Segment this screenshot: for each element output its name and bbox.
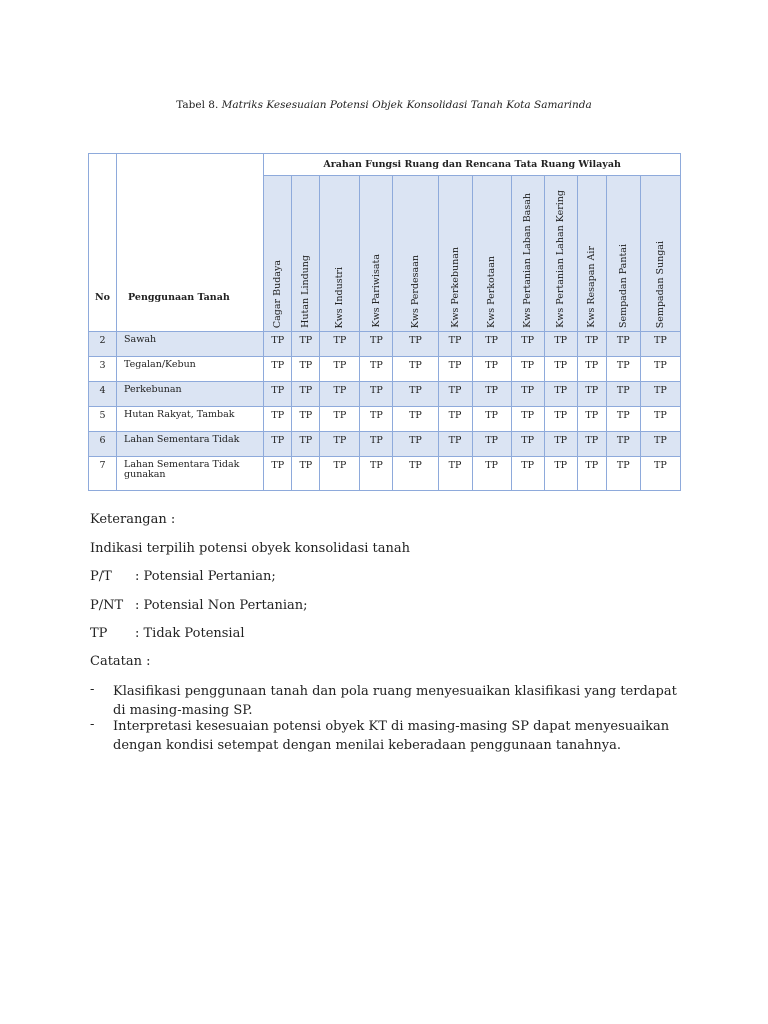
column-label: Sempadan Sungai <box>654 240 666 328</box>
row-land-use: Tegalan/Kebun <box>117 357 264 382</box>
bullet-marker: - <box>90 682 95 697</box>
cell-value: TP <box>393 382 438 407</box>
column-header-land-use: Penggunaan Tanah <box>117 154 264 332</box>
bullet-text: Interpretasi kesesuaian potensi obyek KT di masing-masing SP dapat menyesuaikan dengan kondisi setempat dengan menilai keberadaan penggunaan tanahnya. <box>113 719 670 753</box>
cell-value: TP <box>320 382 360 407</box>
table-caption <box>0 99 768 111</box>
cell-value: TP <box>511 432 544 457</box>
indication-text: Indikasi terpilih potensi obyek konsolidasi tanah <box>90 541 410 556</box>
cell-value: TP <box>640 407 680 432</box>
cell-value: TP <box>264 382 292 407</box>
cell-value: TP <box>472 407 511 432</box>
legend-item <box>90 626 245 641</box>
legend-desc: : Tidak Potensial <box>135 626 245 641</box>
cell-value: TP <box>264 407 292 432</box>
column-header-sempadan-pantai <box>606 176 640 332</box>
column-label: Kws Pertanian Laban Basah <box>522 193 534 328</box>
cell-value: TP <box>292 382 320 407</box>
table-row <box>89 407 681 432</box>
cell-value: TP <box>360 357 393 382</box>
table-row <box>89 432 681 457</box>
cell-value: TP <box>438 432 472 457</box>
row-number: 7 <box>89 457 117 491</box>
cell-value: TP <box>438 457 472 491</box>
cell-value: TP <box>577 432 606 457</box>
list-item <box>90 717 690 755</box>
cell-value: TP <box>606 457 640 491</box>
column-header-kws-resapan-air <box>577 176 606 332</box>
cell-value: TP <box>320 357 360 382</box>
list-item <box>90 682 690 720</box>
keterangan-heading: Keterangan : <box>90 512 176 527</box>
cell-value: TP <box>438 382 472 407</box>
cell-value: TP <box>577 332 606 357</box>
cell-value: TP <box>606 432 640 457</box>
suitability-matrix-table <box>88 153 681 491</box>
cell-value: TP <box>264 457 292 491</box>
column-header-kws-pertanian-lahan-kering <box>544 176 577 332</box>
column-header-no: No <box>89 154 117 332</box>
caption-title: Matriks Kesesuaian Potensi Objek Konsolidasi Tanah Kota Samarinda <box>221 99 592 111</box>
row-number: 4 <box>89 382 117 407</box>
cell-value: TP <box>393 407 438 432</box>
legend-item <box>90 598 308 613</box>
row-land-use: Hutan Rakyat, Tambak <box>117 407 264 432</box>
column-header-cagar-budaya <box>264 176 292 332</box>
cell-value: TP <box>393 332 438 357</box>
cell-value: TP <box>511 357 544 382</box>
cell-value: TP <box>472 382 511 407</box>
catatan-heading: Catatan : <box>90 654 151 669</box>
cell-value: TP <box>393 432 438 457</box>
table-body <box>89 332 681 491</box>
legend-desc: : Potensial Pertanian; <box>135 569 276 584</box>
column-label: Kws Perkebunan <box>449 247 461 328</box>
legend-abbr: P/T <box>90 569 112 584</box>
cell-value: TP <box>472 457 511 491</box>
column-header-kws-perdesaan <box>393 176 438 332</box>
cell-value: TP <box>360 332 393 357</box>
cell-value: TP <box>438 357 472 382</box>
cell-value: TP <box>640 332 680 357</box>
cell-value: TP <box>292 332 320 357</box>
cell-value: TP <box>292 407 320 432</box>
cell-value: TP <box>640 432 680 457</box>
cell-value: TP <box>544 332 577 357</box>
legend-abbr: P/NT <box>90 598 124 613</box>
caption-prefix: Tabel 8. <box>176 99 219 111</box>
cell-value: TP <box>640 382 680 407</box>
cell-value: TP <box>577 457 606 491</box>
bullet-text: Klasifikasi penggunaan tanah dan pola ruang menyesuaikan klasifikasi yang terdapat di masing-masing SP. <box>113 684 677 718</box>
cell-value: TP <box>472 357 511 382</box>
column-header-sempadan-sungai <box>640 176 680 332</box>
cell-value: TP <box>511 382 544 407</box>
cell-value: TP <box>438 332 472 357</box>
column-label: Kws Pertanian Lahan Kering <box>555 190 567 328</box>
cell-value: TP <box>606 407 640 432</box>
row-land-use: Lahan Sementara Tidak <box>117 432 264 457</box>
column-label: Cagar Budaya <box>272 259 284 328</box>
column-header-kws-perkebunan <box>438 176 472 332</box>
row-number: 3 <box>89 357 117 382</box>
cell-value: TP <box>472 332 511 357</box>
cell-value: TP <box>511 457 544 491</box>
legend-abbr: TP <box>90 626 108 641</box>
row-land-use: Perkebunan <box>117 382 264 407</box>
column-header-kws-pariwisata <box>360 176 393 332</box>
cell-value: TP <box>577 407 606 432</box>
cell-value: TP <box>640 357 680 382</box>
column-label: Hutan Lindung <box>300 255 312 328</box>
column-label: Kws Industri <box>334 266 346 328</box>
cell-value: TP <box>606 332 640 357</box>
cell-value: TP <box>544 357 577 382</box>
cell-value: TP <box>606 357 640 382</box>
cell-value: TP <box>577 382 606 407</box>
table-row <box>89 357 681 382</box>
cell-value: TP <box>320 457 360 491</box>
cell-value: TP <box>360 382 393 407</box>
column-header-hutan-lindung <box>292 176 320 332</box>
column-header-kws-industri <box>320 176 360 332</box>
column-group-header: Arahan Fungsi Ruang dan Rencana Tata Ruang Wilayah <box>264 154 681 176</box>
cell-value: TP <box>438 407 472 432</box>
cell-value: TP <box>544 457 577 491</box>
cell-value: TP <box>393 357 438 382</box>
row-number: 5 <box>89 407 117 432</box>
cell-value: TP <box>292 457 320 491</box>
cell-value: TP <box>577 357 606 382</box>
cell-value: TP <box>360 457 393 491</box>
cell-value: TP <box>360 432 393 457</box>
legend-desc: : Potensial Non Pertanian; <box>135 598 308 613</box>
column-label: Kws Perdesaan <box>409 254 421 328</box>
row-land-use: Lahan Sementara Tidak gunakan <box>117 457 264 491</box>
cell-value: TP <box>640 457 680 491</box>
table-row <box>89 457 681 491</box>
cell-value: TP <box>320 332 360 357</box>
cell-value: TP <box>292 432 320 457</box>
column-label: Sempadan Pantai <box>617 243 629 328</box>
cell-value: TP <box>264 357 292 382</box>
notes-section <box>90 512 690 772</box>
cell-value: TP <box>544 432 577 457</box>
row-number: 6 <box>89 432 117 457</box>
table-row <box>89 332 681 357</box>
cell-value: TP <box>472 432 511 457</box>
cell-value: TP <box>511 407 544 432</box>
cell-value: TP <box>606 382 640 407</box>
cell-value: TP <box>511 332 544 357</box>
cell-value: TP <box>264 332 292 357</box>
row-number: 2 <box>89 332 117 357</box>
cell-value: TP <box>544 382 577 407</box>
cell-value: TP <box>320 407 360 432</box>
cell-value: TP <box>320 432 360 457</box>
column-header-kws-perkotaan <box>472 176 511 332</box>
column-label: Kws Perkotaan <box>486 256 498 328</box>
cell-value: TP <box>360 407 393 432</box>
cell-value: TP <box>264 432 292 457</box>
table-row <box>89 382 681 407</box>
cell-value: TP <box>292 357 320 382</box>
row-land-use: Sawah <box>117 332 264 357</box>
column-label: Kws Resapan Air <box>586 246 598 328</box>
column-label: Kws Pariwisata <box>370 254 382 328</box>
cell-value: TP <box>393 457 438 491</box>
legend-item <box>90 569 276 584</box>
column-header-kws-pertanian-laban-basah <box>511 176 544 332</box>
bullet-marker: - <box>90 717 95 732</box>
cell-value: TP <box>544 407 577 432</box>
